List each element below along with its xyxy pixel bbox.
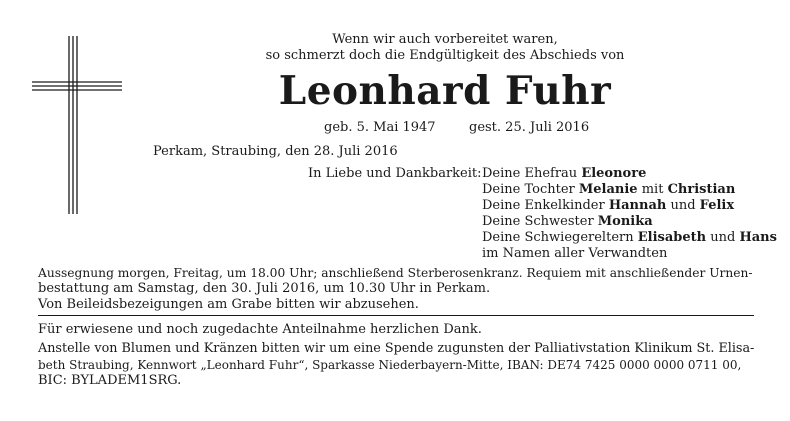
mourner-row: Deine Schwiegereltern Elisabeth und Hans [482,230,777,245]
place-and-date: Perkam, Straubing, den 28. Juli 2016 [153,144,398,159]
mourners-label: In Liebe und Dankbarkeit: [308,166,482,181]
mourner-row: Deine Tochter Melanie mit Christian [482,182,736,197]
donation-line-2: beth Straubing, Kennwort „Leonhard Fuhr“, Sparkasse Niederbayern-Mitte, IBAN: DE74 7425 0000 0000 0711 00, [38,358,742,372]
mourner-row: Deine Schwester Monika [482,214,653,229]
deceased-name: Leonhard Fuhr [278,68,612,114]
thanks-note: Für erwiesene und noch zugedachte Anteilnahme herzlichen Dank. [38,322,482,337]
intro-line-2: so schmerzt doch die Endgültigkeit des Abschieds von [265,48,625,63]
donation-line-1: Anstelle von Blumen und Kränzen bitten wir um eine Spende zugunsten der Palliativstation Klinikum St. Elisa- [38,341,755,356]
funeral-info [38,265,754,297]
birth-date: geb. 5. Mai 1947 [324,120,436,135]
funeral-line-2: bestattung am Samstag, den 30. Juli 2016, um 10.30 Uhr in Perkam. [38,281,491,296]
intro-line-1: Wenn wir auch vorbereitet waren, [332,32,558,47]
death-date: gest. 25. Juli 2016 [469,120,590,135]
divider [38,315,754,316]
donation-line-3: BIC: BYLADEM1SRG. [38,373,182,388]
mourners-list [482,166,777,262]
condolences-note: Von Beileidsbezeigungen am Grabe bitten wir abzusehen. [38,297,419,312]
funeral-line-1: Aussegnung morgen, Freitag, um 18.00 Uhr; anschließend Sterberosenkranz. Requiem mit anschließender Urnen- [38,266,753,280]
mourner-row: Deine Ehefrau Eleonore [482,166,647,181]
cross-icon [32,36,122,214]
mourner-row: im Namen aller Verwandten [482,246,668,261]
mourner-row: Deine Enkelkinder Hannah und Felix [482,198,735,213]
donation-info [38,341,754,389]
